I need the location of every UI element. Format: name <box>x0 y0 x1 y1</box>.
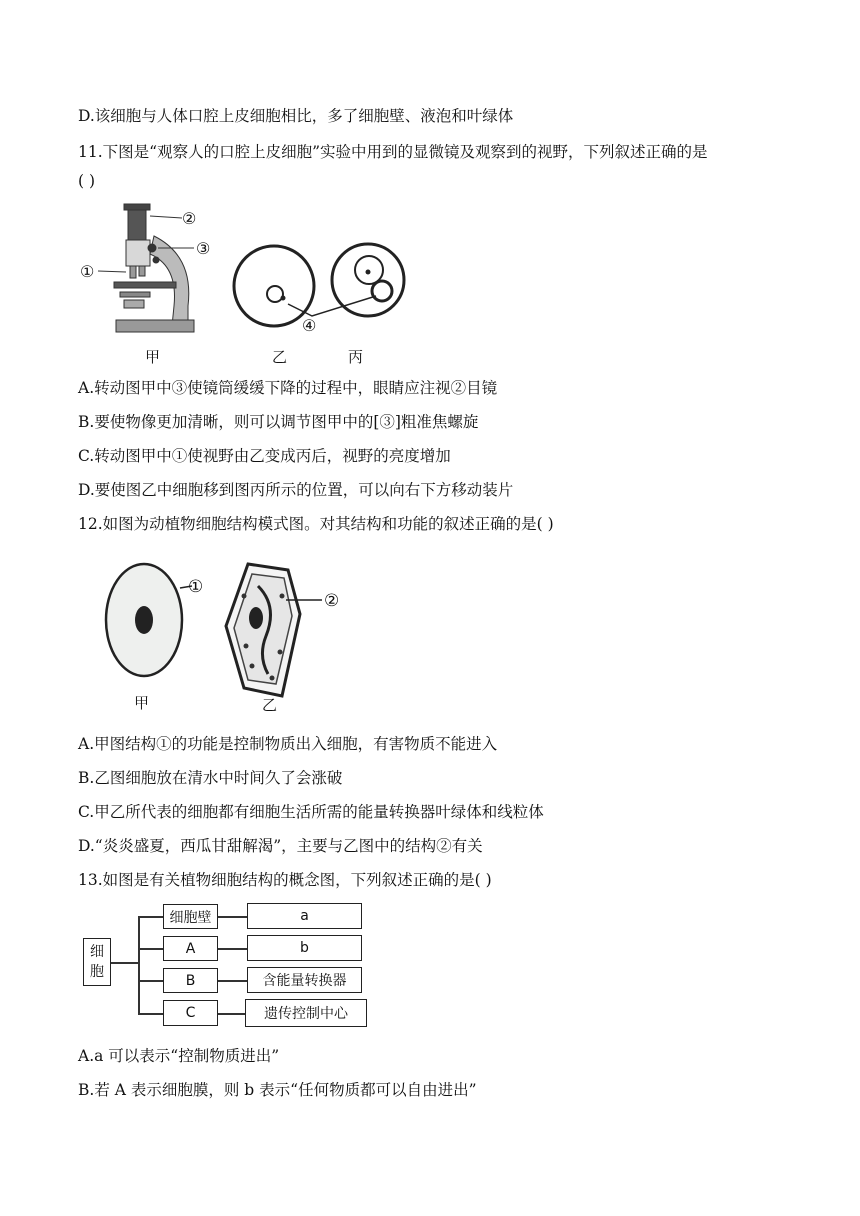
connector <box>138 980 164 982</box>
root-char-1: 细 <box>90 944 104 960</box>
connector <box>217 980 247 982</box>
q11-stem: 11.下图是“观察人的口腔上皮细胞”实验中用到的显微镜及观察到的视野，下列叙述正确的是 <box>78 143 708 161</box>
q12-stem: 12.如图为动植物细胞结构模式图。对其结构和功能的叙述正确的是( ) <box>78 515 554 533</box>
connector <box>138 948 164 950</box>
label-2: ② <box>182 209 197 228</box>
q13-option-b: B.若 A 表示细胞膜，则 b 表示“任何物质都可以自由进出” <box>78 1081 477 1099</box>
label-1: ① <box>188 577 204 597</box>
caption-jia: 甲 <box>145 348 161 366</box>
microscope-image <box>98 204 197 332</box>
q12-option-d: D.“炎炎盛夏，西瓜甘甜解渴”，主要与乙图中的结构②有关 <box>78 837 483 855</box>
q12-option-c: C.甲乙所代表的细胞都有细胞生活所需的能量转换器叶绿体和线粒体 <box>78 803 544 821</box>
concept-left-4: C <box>163 1000 218 1026</box>
label-4: ④ <box>302 316 317 335</box>
concept-right-3: 含能量转换器 <box>247 967 362 993</box>
q11-option-a: A.转动图甲中③使镜筒缓缓下降的过程中，眼睛应注视②目镜 <box>78 379 498 397</box>
q11-option-c: C.转动图甲中①使视野由乙变成丙后，视野的亮度增加 <box>78 447 451 465</box>
animal-cell-image <box>106 564 192 676</box>
q11-paren: ( ) <box>78 172 96 190</box>
concept-right-1: a <box>247 903 362 929</box>
concept-left-2: A <box>163 936 218 961</box>
q10-option-d: D.该细胞与人体口腔上皮细胞相比，多了细胞壁、液泡和叶绿体 <box>78 107 514 125</box>
view-bing <box>332 244 404 316</box>
concept-right-4: 遗传控制中心 <box>245 999 367 1027</box>
concept-left-1: 细胞壁 <box>163 904 218 929</box>
plant-cell-image <box>226 564 322 696</box>
q13-option-a: A.a 可以表示“控制物质进出” <box>78 1047 280 1065</box>
q12-option-b: B.乙图细胞放在清水中时间久了会涨破 <box>78 769 343 787</box>
root-char-2: 胞 <box>90 964 104 980</box>
connector <box>138 916 164 918</box>
connector <box>111 962 139 964</box>
q11-figure <box>76 196 436 372</box>
q13-stem: 13.如图是有关植物细胞结构的概念图，下列叙述正确的是( ) <box>78 871 492 889</box>
concept-root <box>83 938 111 986</box>
q11-option-b: B.要使物像更加清晰，则可以调节图甲中的[③]粗准焦螺旋 <box>78 413 479 431</box>
caption-bing: 丙 <box>348 348 364 366</box>
label-2: ② <box>324 591 340 611</box>
caption-yi: 乙 <box>262 696 278 714</box>
connector <box>138 916 140 1014</box>
q12-figure <box>96 556 366 716</box>
label-3: ③ <box>196 239 211 258</box>
label-1: ① <box>80 262 95 281</box>
caption-jia: 甲 <box>134 694 150 712</box>
caption-yi: 乙 <box>272 348 288 366</box>
connector <box>138 1013 164 1015</box>
connector <box>217 916 247 918</box>
connector <box>217 948 247 950</box>
view-yi <box>234 246 314 326</box>
concept-right-2: b <box>247 935 362 961</box>
concept-left-3: B <box>163 968 218 993</box>
q12-option-a: A.甲图结构①的功能是控制物质出入细胞，有害物质不能进入 <box>78 735 498 753</box>
q11-option-d: D.要使图乙中细胞移到图丙所示的位置，可以向右下方移动装片 <box>78 481 514 499</box>
connector <box>217 1013 247 1015</box>
